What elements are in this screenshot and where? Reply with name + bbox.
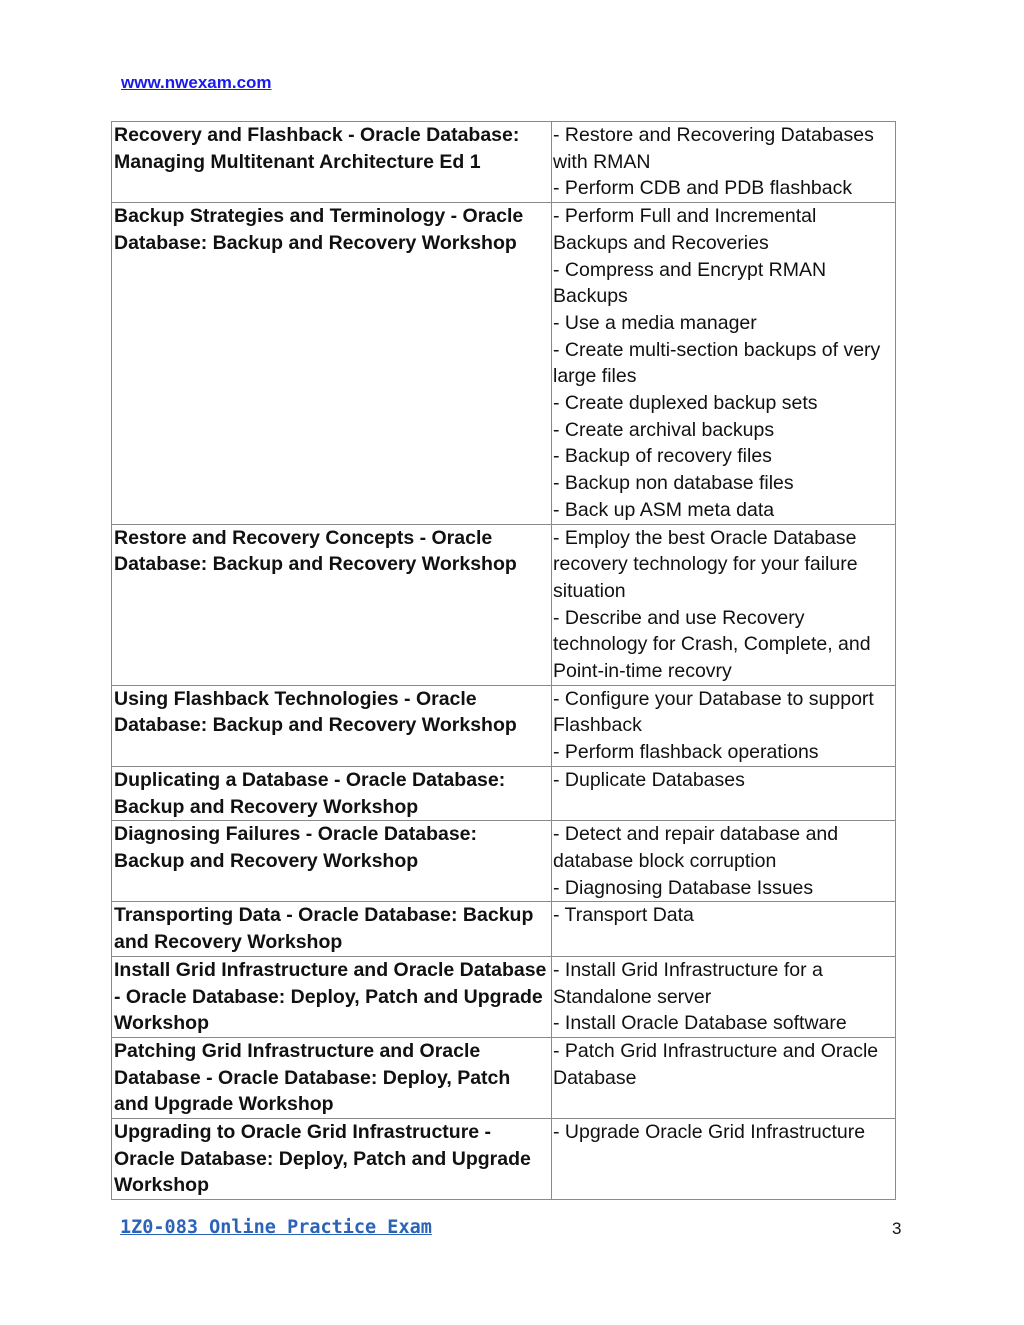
page-number: 3 <box>892 1219 902 1238</box>
table-row <box>112 766 896 820</box>
objective-item: - Perform Full and Incremental Backups and Recoveries <box>553 205 817 254</box>
objectives-cell <box>552 1119 896 1200</box>
objective-item: - Configure your Database to support Flashback <box>553 687 874 737</box>
objective-item: - Use a media manager <box>553 311 757 334</box>
objectives-cell <box>552 685 896 766</box>
topics-table <box>111 121 896 1200</box>
topic-cell: Restore and Recovery Concepts - Oracle Database: Backup and Recovery Workshop <box>112 524 552 685</box>
topic-cell: Using Flashback Technologies - Oracle Database: Backup and Recovery Workshop <box>112 685 552 766</box>
table-row <box>112 956 896 1037</box>
topic-cell: Patching Grid Infrastructure and Oracle Database - Oracle Database: Deploy, Patch and Upgrade Workshop <box>112 1037 552 1118</box>
topic-cell: Install Grid Infrastructure and Oracle Database - Oracle Database: Deploy, Patch and Upgrade Workshop <box>112 956 552 1037</box>
objectives-cell <box>552 524 896 685</box>
table-row <box>112 821 896 902</box>
table-row <box>112 1037 896 1118</box>
objective-item: - Backup non database files <box>553 472 794 495</box>
objective-item: - Create duplexed backup sets <box>553 392 818 415</box>
topic-cell: Backup Strategies and Terminology - Oracle Database: Backup and Recovery Workshop <box>112 203 552 524</box>
objective-item: - Describe and use Recovery technology for Crash, Complete, and Point-in-time recovry <box>553 606 871 683</box>
objectives-cell <box>552 956 896 1037</box>
objective-item: - Duplicate Databases <box>553 768 745 791</box>
table-row <box>112 685 896 766</box>
table-row <box>112 524 896 685</box>
topic-cell: Transporting Data - Oracle Database: Backup and Recovery Workshop <box>112 902 552 956</box>
objectives-cell <box>552 902 896 956</box>
objective-item: - Back up ASM meta data <box>553 498 775 521</box>
objectives-cell <box>552 203 896 524</box>
objective-item: - Create multi-section backups of very large files <box>553 338 881 388</box>
topic-cell: Duplicating a Database - Oracle Database: Backup and Recovery Workshop <box>112 766 552 820</box>
table-row <box>112 1119 896 1200</box>
objective-item: - Employ the best Oracle Database recovery technology for your failure situation <box>553 526 858 602</box>
practice-exam-link[interactable]: 1Z0-083 Online Practice Exam <box>120 1217 432 1238</box>
objective-item: - Install Grid Infrastructure for a Standalone server <box>553 958 823 1008</box>
objective-item: - Upgrade Oracle Grid Infrastructure <box>553 1121 866 1144</box>
objective-item: - Detect and repair database and database block corruption <box>553 823 839 872</box>
site-link[interactable]: www.nwexam.com <box>121 73 272 92</box>
objective-item: - Patch Grid Infrastructure and Oracle Database <box>553 1039 879 1089</box>
objective-item: - Compress and Encrypt RMAN Backups <box>553 258 827 308</box>
table-row <box>112 122 896 203</box>
objective-item: - Perform CDB and PDB flashback <box>553 177 853 200</box>
objective-item: - Perform flashback operations <box>553 741 819 764</box>
objectives-cell <box>552 122 896 203</box>
topic-cell: Recovery and Flashback - Oracle Database: Managing Multitenant Architecture Ed 1 <box>112 122 552 203</box>
table-row <box>112 203 896 524</box>
objectives-cell <box>552 821 896 902</box>
objective-item: - Install Oracle Database software <box>553 1012 847 1035</box>
objective-item: - Transport Data <box>553 904 694 927</box>
topic-cell: Diagnosing Failures - Oracle Database: Backup and Recovery Workshop <box>112 821 552 902</box>
table-row <box>112 902 896 956</box>
objective-item: - Diagnosing Database Issues <box>553 876 814 899</box>
objectives-cell <box>552 1037 896 1118</box>
objective-item: - Backup of recovery files <box>553 445 772 468</box>
topic-cell: Upgrading to Oracle Grid Infrastructure - Oracle Database: Deploy, Patch and Upgrade Workshop <box>112 1119 552 1200</box>
objective-item: - Restore and Recovering Databases with RMAN <box>553 124 874 173</box>
objectives-cell <box>552 766 896 820</box>
objective-item: - Create archival backups <box>553 418 775 441</box>
